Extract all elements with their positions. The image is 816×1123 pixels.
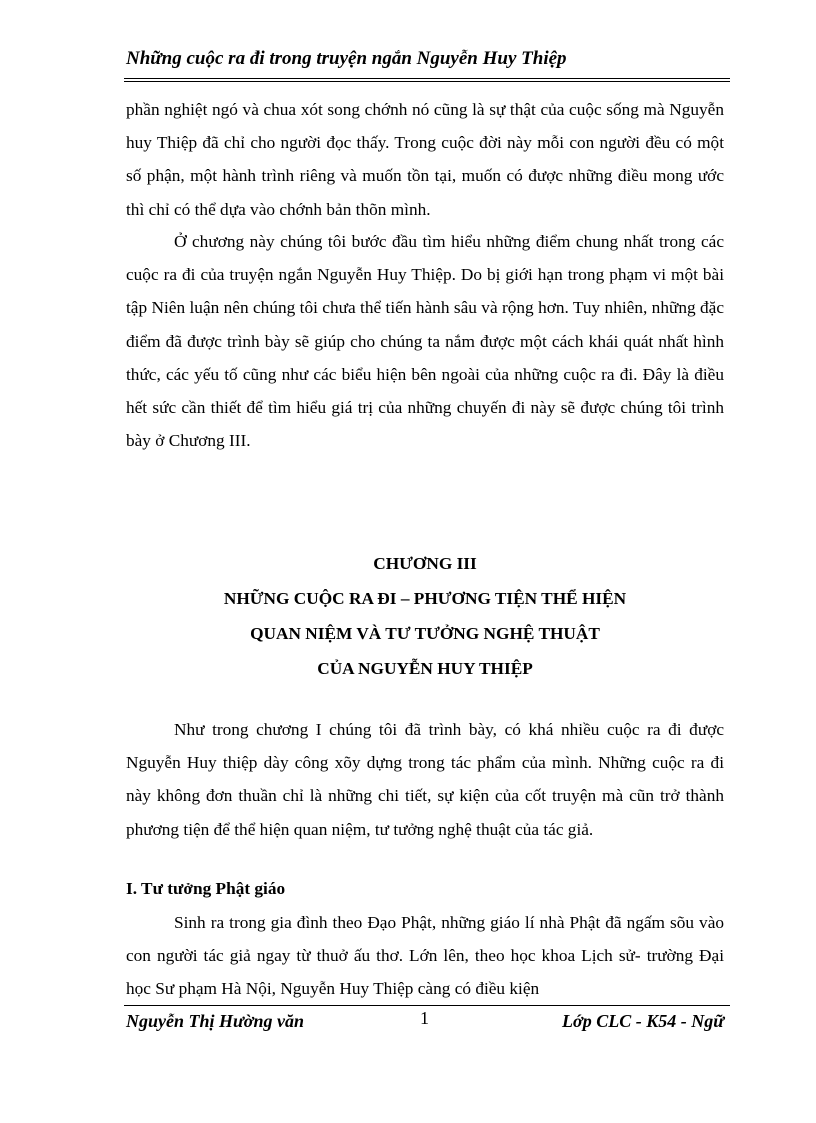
chapter-heading (126, 546, 724, 686)
page-number: 1 (420, 1008, 429, 1028)
paragraph-continuation: phần nghiệt ngó và chua xót song chớnh nó cũng là sự thật của cuộc sống mà Nguyễn huy Thiệp đã chỉ cho người đọc thấy. Trong cuộc đời này mỗi con người đều có một số phận, một hành trình riêng và muốn tồn tại, muốn có được những điều mong ước thì chỉ có thể dựa vào chớnh bản thõn mình. (126, 100, 724, 219)
chapter-title-line-1: NHỮNG CUỘC RA ĐI – PHƯƠNG TIỆN THỂ HIỆN (223, 589, 627, 608)
footer-author: Nguyễn Thị Hường văn (126, 1011, 304, 1031)
running-header: Những cuộc ra đi trong truyện ngắn Nguyễn Huy Thiệp (126, 48, 567, 69)
header-divider (124, 78, 730, 82)
section-heading: I. Tư tưởng Phật giáo (126, 879, 286, 898)
paragraph-chapter-intro: Ở chương này chúng tôi bước đầu tìm hiểu những điểm chung nhất trong các cuộc ra đi của truyện ngắn Nguyễn Huy Thiệp. Do bị giới hạn trong phạm vi một bài tập Niên luận nên chúng tôi chưa thể tiến hành sâu và rộng hơn. Tuy nhiên, những đặc điểm đã được trình bày sẽ giúp cho chúng ta nắm được một cách khái quát nhất hình thức, các yếu tố cũng như các biểu hiện bên ngoài của những cuộc ra đi. Đây là điều hết sức cần thiết để tìm hiểu giá trị của những chuyến đi này sẽ được chúng tôi trình bày ở Chương III. (126, 232, 724, 451)
chapter-title-line-3: CỦA NGUYỄN HUY THIỆP (317, 659, 533, 678)
footer-class-info: Lớp CLC - K54 - Ngữ (562, 1011, 724, 1031)
chapter-number: CHƯƠNG III (373, 554, 477, 573)
chapter-title-line-2: QUAN NIỆM VÀ TƯ TƯỞNG NGHỆ THUẬT (250, 624, 600, 643)
paragraph-section-body: Sinh ra trong gia đình theo Đạo Phật, những giáo lí nhà Phật đã ngấm sõu vào con người tác giả ngay từ thuở ấu thơ. Lớn lên, theo học khoa Lịch sử- trường Đại học Sư phạm Hà Nội, Nguyễn Huy Thiệp càng có điều kiện (126, 913, 724, 999)
paragraph-chapter-opening: Như trong chương I chúng tôi đã trình bày, có khá nhiều cuộc ra đi được Nguyễn Huy thiệp dày công xõy dựng trong tác phẩm của mình. Những cuộc ra đi này không đơn thuần chỉ là những chi tiết, sự kiện của cốt truyện mà cũn trở thành phương tiện để thể hiện quan niệm, tư tưởng nghệ thuật của tác giả. (126, 720, 724, 839)
